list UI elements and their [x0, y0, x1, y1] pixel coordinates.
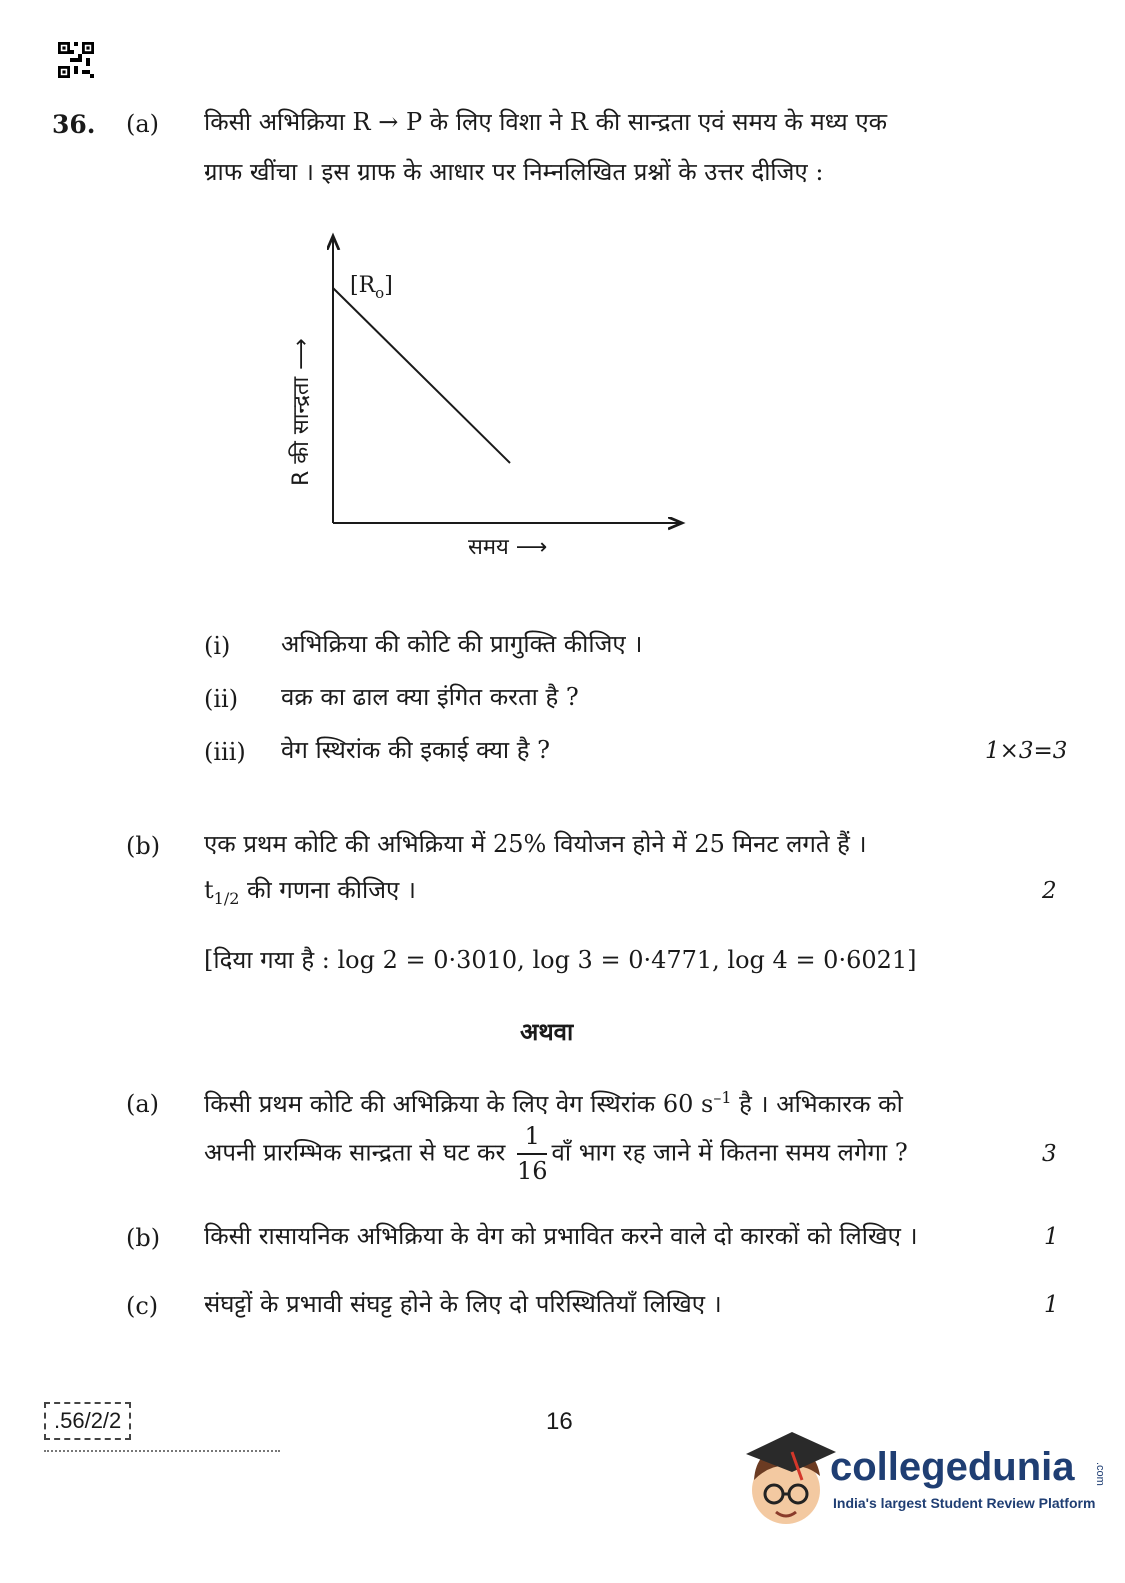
part-b-line-2: $t_{1/2}$ की गणना कीजिए । [204, 876, 417, 908]
concentration-time-graph [270, 228, 700, 568]
alt-c-marks: 1 [1044, 1292, 1059, 1318]
page-number: 16 [546, 1408, 573, 1435]
initial-concentration-label: $[R_o]$ [350, 273, 393, 302]
alt-a-marks: 3 [1042, 1141, 1057, 1167]
alt-c-label: (c) [126, 1292, 159, 1320]
alt-c-text: संघट्टों के प्रभावी संघट्ट होने के लिए दो परिस्थितियाँ लिखिए । [204, 1290, 722, 1318]
or-separator: अथवा [520, 1017, 574, 1046]
alt-b-text: किसी रासायनिक अभिक्रिया के वेग को प्रभावित करने वाले दो कारकों को लिखिए । [204, 1222, 918, 1250]
part-a-marks: 1×3=3 [985, 738, 1068, 764]
part-a-line-1: किसी अभिक्रिया R → P के लिए विशा ने R की सान्द्रता एवं समय के मध्य एक [204, 108, 888, 136]
concentration-line [333, 288, 510, 463]
paper-code: .56/2/2 [44, 1402, 131, 1440]
alt-b-label: (b) [126, 1224, 161, 1252]
y-axis-label: R की सान्द्रता ⟶ [289, 338, 314, 486]
brand-name: collegedunia [830, 1445, 1075, 1489]
question-number: 36. [52, 110, 96, 139]
sub-question-text: अभिक्रिया की कोटि की प्रागुक्ति कीजिए । [281, 630, 643, 658]
brand-tagline: India's largest Student Review Platform [833, 1495, 1096, 1511]
sub-question-label: (ii) [204, 685, 239, 713]
brand-domain: .com [1094, 1462, 1106, 1486]
part-b-line-1: एक प्रथम कोटि की अभिक्रिया में 25% वियोजन होने में 25 मिनट लगते हैं । [204, 830, 867, 858]
given-log-values: [दिया गया है : log 2 = 0·3010, log 3 = 0·4771, log 4 = 0·6021] [204, 946, 917, 974]
alt-a-label: (a) [126, 1090, 160, 1118]
qr-code-icon [58, 42, 94, 78]
part-b-label: (b) [126, 832, 161, 860]
fraction-one-sixteenth: $\frac{1}{16}$ [516, 1122, 548, 1185]
alt-a-line-2: अपनी प्रारम्भिक सान्द्रता से घट कर $\frac{1}{16}$ वाँ भाग रह जाने में कितना समय लगेगा ? [204, 1122, 908, 1185]
x-axis-label: समय ⟶ [468, 535, 548, 560]
sub-question-label: (iii) [204, 738, 246, 766]
sub-question-label: (i) [204, 632, 231, 660]
footer-divider [44, 1450, 280, 1452]
part-a-label: (a) [126, 110, 160, 138]
part-a-line-2: ग्राफ खींचा । इस ग्राफ के आधार पर निम्नलिखित प्रश्नों के उत्तर दीजिए : [204, 158, 824, 186]
sub-question-text: वेग स्थिरांक की इकाई क्या है ? [281, 736, 550, 764]
part-b-marks: 2 [1042, 878, 1057, 904]
alt-b-marks: 1 [1044, 1224, 1059, 1250]
alt-a-line-1: किसी प्रथम कोटि की अभिक्रिया के लिए वेग स्थिरांक 60 $s^{-1}$ है । अभिकारक को [204, 1088, 903, 1118]
sub-question-text: वक्र का ढाल क्या इंगित करता है ? [281, 683, 579, 711]
